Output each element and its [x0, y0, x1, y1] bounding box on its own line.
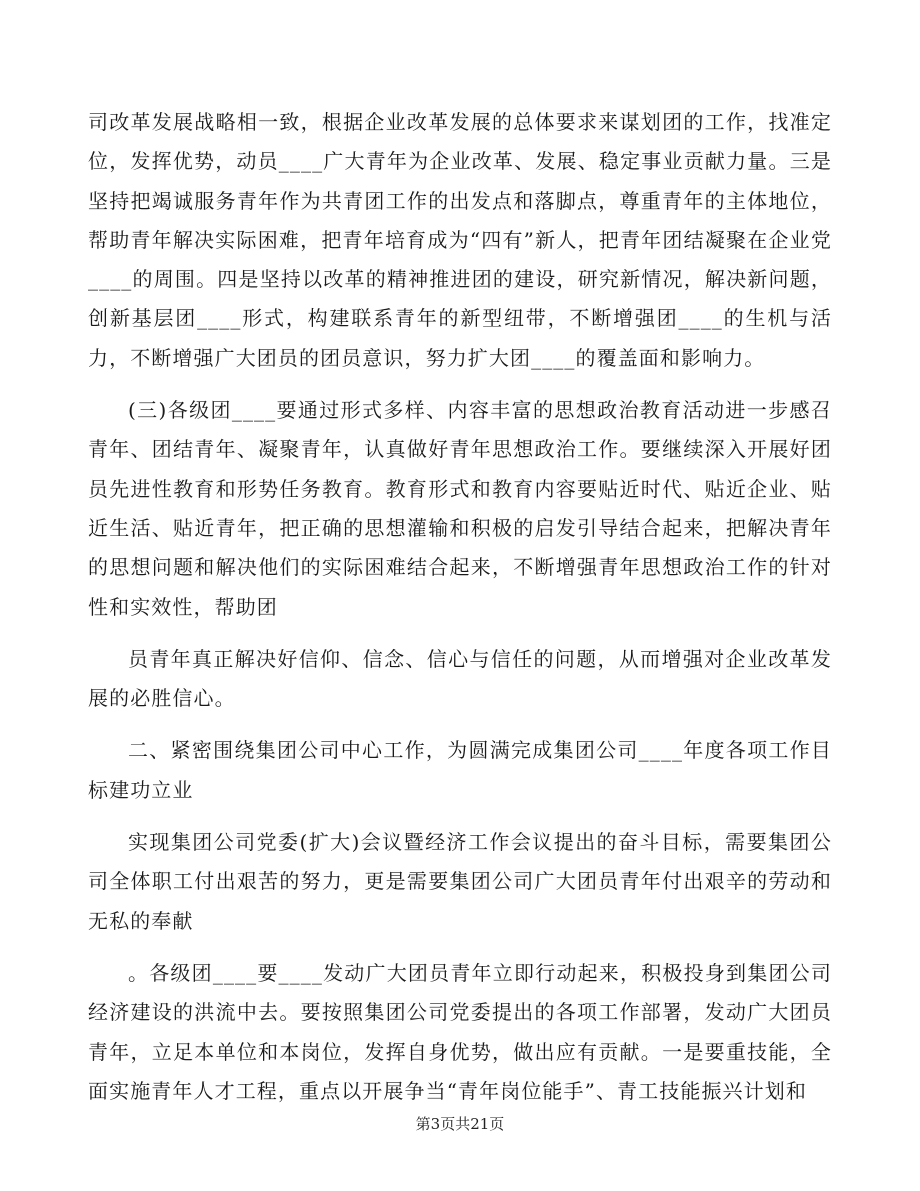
- paragraph-section-three: (三)各级团____要通过形式多样、内容丰富的思想政治教育活动进一步感召青年、团结青年、凝聚青年，认真做好青年思想政治工作。要继续深入开展好团员先进性教育和形势任务教育。教育形式和教育内容要贴近时代、贴近企业、贴近生活、贴近青年，把正确的思想灌输和积极的启发引导结合起来，把解决青年的思想问题和解决他们的实际困难结合起来，不断增强青年思想政治工作的针对性和实效性，帮助团: [88, 398, 832, 619]
- paragraph-mobilize: 。各级团____要____发动广大团员青年立即行动起来，积极投身到集团公司经济建设的洪流中去。要按照集团公司党委提出的各项工作部署，发动广大团员青年，立足本单位和本岗位，发挥自身优势，做出应有贡献。一是要重技能，全面实施青年人才工程，重点以开展争当“青年岗位能手”、青工技能振兴计划和: [88, 960, 832, 1103]
- section-heading-two: 二、紧密围绕集团公司中心工作，为圆满完成集团公司____年度各项工作目标建功立业: [88, 738, 832, 802]
- page-number-footer: 第3页共21页: [415, 1115, 505, 1133]
- paragraph-continuation: 司改革发展战略相一致，根据企业改革发展的总体要求来谋划团的工作，找准定位，发挥优势，动员____广大青年为企业改革、发展、稳定事业贡献力量。三是坚持把竭诚服务青年作为共青团工作的出发点和落脚点，尊重青年的主体地位，帮助青年解决实际困难，把青年培育成为“四有”新人，把青年团结凝聚在企业党____的周围。四是坚持以改革的精神推进团的建设，研究新情况，解决新问题，创新基层团____形式，构建联系青年的新型纽带，不断增强团____的生机与活力，不断增强广大团员的团员意识，努力扩大团____的覆盖面和影响力。: [88, 110, 832, 370]
- document-body: [88, 103, 832, 1111]
- paragraph-faith: 员青年真正解决好信仰、信念、信心与信任的问题，从而增强对企业改革发展的必胜信心。: [88, 646, 832, 711]
- paragraph-goals: 实现集团公司党委(扩大)会议暨经济工作会议提出的奋斗目标，需要集团公司全体职工付出艰苦的努力，更是需要集团公司广大团员青年付出艰辛的劳动和无私的奉献: [88, 830, 832, 933]
